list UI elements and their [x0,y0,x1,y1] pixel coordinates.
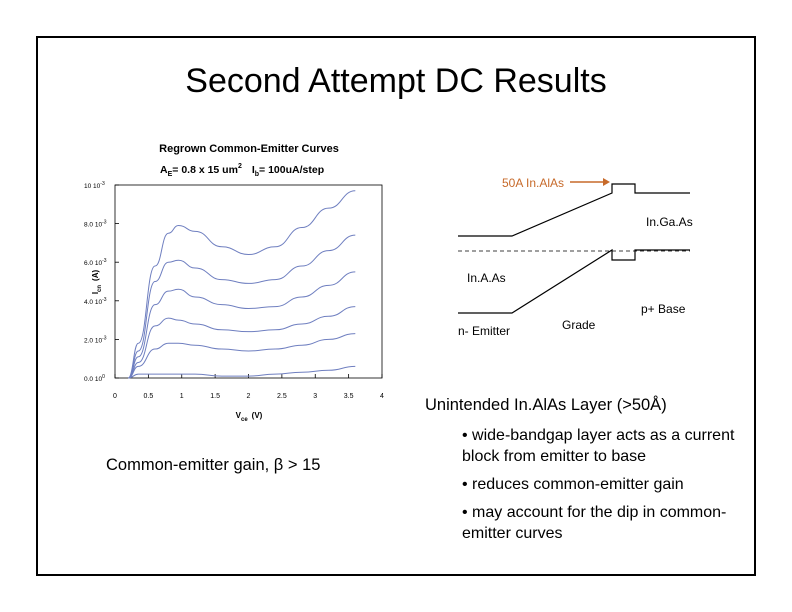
inaas-label: In.A.As [467,271,506,285]
emitter-label: n- Emitter [458,324,511,338]
bullet-item: • may account for the dip in common-emitter curves [462,504,727,542]
x-tick-label: 2 [246,393,251,400]
bullet-item: • wide-bandgap layer acts as a current block from emitter to base [462,427,735,465]
x-tick-label: 4 [380,393,384,400]
y-tick-label: 8.0 $10^{-3}$ [84,219,107,229]
x-tick-label: 0.5 [143,393,154,400]
y-tick-label: 4.0 $10^{-3}$ [84,296,107,306]
y-tick-label: 0.0 $10^0$ [84,374,105,383]
y-tick-label: 10 $10^{-3}$ [84,181,105,190]
x-tick-label: 0 [113,393,117,400]
pbase-label: p+ Base [641,302,686,316]
x-tick-label: 3.5 [343,393,354,400]
inalas-arrowhead [603,178,610,186]
bullet-item: • reduces common-emitter gain [462,476,684,493]
x-tick-label: 2.5 [277,393,287,400]
y-axis-label: $I_{cn}(A)$ [91,269,103,295]
grade-label: Grade [562,318,596,332]
y-tick-label: 6.0 $10^{-3}$ [84,258,107,268]
inalas-label: 50A In.AlAs [502,176,565,190]
x-tick-label: 1 [179,393,184,400]
x-axis-label: $V_{ce}$ (V) [235,411,263,423]
x-tick-label: 3 [313,393,318,400]
ingaas-label: In.Ga.As [646,215,693,229]
y-tick-label: 2.0 $10^{-3}$ [84,335,107,345]
slide-title: Second Attempt DC Results [185,62,607,100]
x-tick-label: 1.5 [210,393,220,400]
bullets-heading: Unintended In.AlAs Layer (>50Å) [425,396,667,414]
chart-title: Regrown Common-Emitter Curves [159,143,339,155]
chart-subtitle: $A_E= 0.8$ x 15 $um^2$ $I_b=$ 100uA/step [160,163,325,178]
gain-caption: Common-emitter gain, β > 15 [106,456,321,474]
